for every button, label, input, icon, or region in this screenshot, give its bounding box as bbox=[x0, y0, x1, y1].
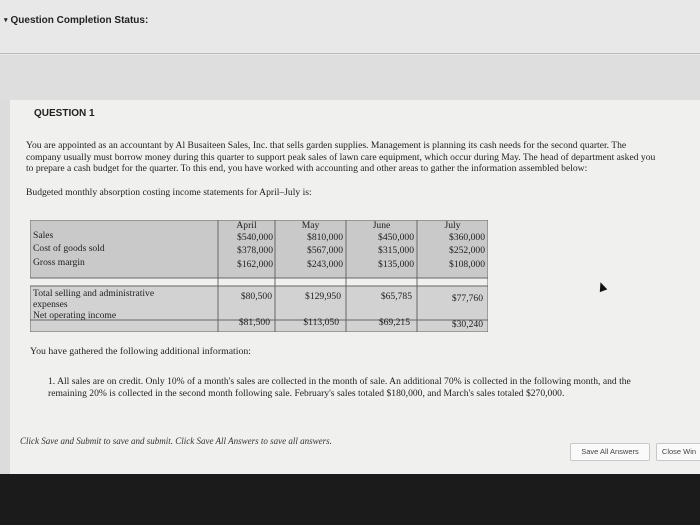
chevron-down-icon[interactable]: ▾ bbox=[4, 17, 8, 24]
status-label: Question Completion Status: bbox=[10, 15, 149, 26]
selling-admin-value: $77,760 bbox=[451, 293, 483, 304]
selling-admin-value: $65,785 bbox=[380, 291, 412, 302]
gross-margin-value: $135,000 bbox=[378, 259, 414, 270]
sales-value: $450,000 bbox=[378, 232, 414, 243]
gross-margin-value: $108,000 bbox=[449, 259, 485, 270]
gross-margin-value: $243,000 bbox=[307, 259, 343, 270]
row-label-selling-admin: Total selling and administrative bbox=[33, 288, 155, 299]
submit-instructions: Click Save and Submit to save and submit. Click Save All Answers to save all answers. bbox=[20, 436, 332, 446]
status-header bbox=[0, 0, 700, 55]
sales-value: $360,000 bbox=[449, 232, 485, 243]
save-all-answers-button[interactable]: Save All Answers bbox=[570, 443, 650, 461]
net-income-value: $69,215 bbox=[378, 317, 410, 328]
row-label-sales: Sales bbox=[33, 230, 54, 241]
sales-value: $810,000 bbox=[307, 232, 343, 243]
cogs-value: $567,000 bbox=[307, 245, 343, 256]
net-income-value: $81,500 bbox=[238, 317, 270, 328]
question-text: You are appointed as an accountant by Al Busaiteen Sales, Inc. that sells garden supplies. Management is planning its cash needs for the second quarter. The company usually must borrow money during this quarter to support peak sales of lawn care equipment, which occur during May. The head of department asked you to prepare a cash budget for the quarter. To this end, you have worked with accounting and other areas to gather the information assembled below: bbox=[26, 140, 656, 174]
row-label-net-income: Net operating income bbox=[33, 310, 117, 321]
income-statement-table bbox=[30, 220, 488, 332]
row-label-cogs: Cost of goods sold bbox=[33, 243, 105, 254]
question-completion-status[interactable] bbox=[4, 15, 148, 26]
month-header: May bbox=[301, 220, 320, 231]
cogs-value: $315,000 bbox=[378, 245, 414, 256]
sales-value: $540,000 bbox=[237, 232, 273, 243]
net-income-value: $30,240 bbox=[451, 319, 483, 330]
info-heading: You have gathered the following additional information: bbox=[30, 346, 252, 357]
month-header: July bbox=[444, 220, 461, 231]
row-label-gross-margin: Gross margin bbox=[33, 257, 85, 268]
net-income-value: $113,050 bbox=[303, 317, 339, 328]
question-title: QUESTION 1 bbox=[34, 108, 95, 119]
month-header: June bbox=[372, 220, 391, 231]
selling-admin-value: $80,500 bbox=[240, 291, 272, 302]
month-header: April bbox=[236, 220, 257, 231]
close-window-button[interactable]: Close Win bbox=[656, 443, 700, 461]
cogs-value: $378,000 bbox=[237, 245, 273, 256]
status-content bbox=[0, 55, 700, 100]
cogs-value: $252,000 bbox=[449, 245, 485, 256]
gross-margin-value: $162,000 bbox=[237, 259, 273, 270]
row-label-selling-admin-cont: expenses bbox=[33, 299, 68, 310]
info-item-1: 1. All sales are on credit. Only 10% of a month's sales are collected in the month of sale. An additional 70% is collected in the following month, and the remaining 20% is collected in the second month following sale. February's sales totaled $180,000, and March's sales totaled $270,000. bbox=[48, 376, 631, 399]
question-subheading: Budgeted monthly absorption costing income statements for April–July is: bbox=[26, 187, 312, 198]
divider bbox=[0, 53, 700, 54]
question-panel bbox=[10, 100, 700, 474]
selling-admin-value: $129,950 bbox=[305, 291, 341, 302]
bottom-bar bbox=[0, 474, 700, 525]
